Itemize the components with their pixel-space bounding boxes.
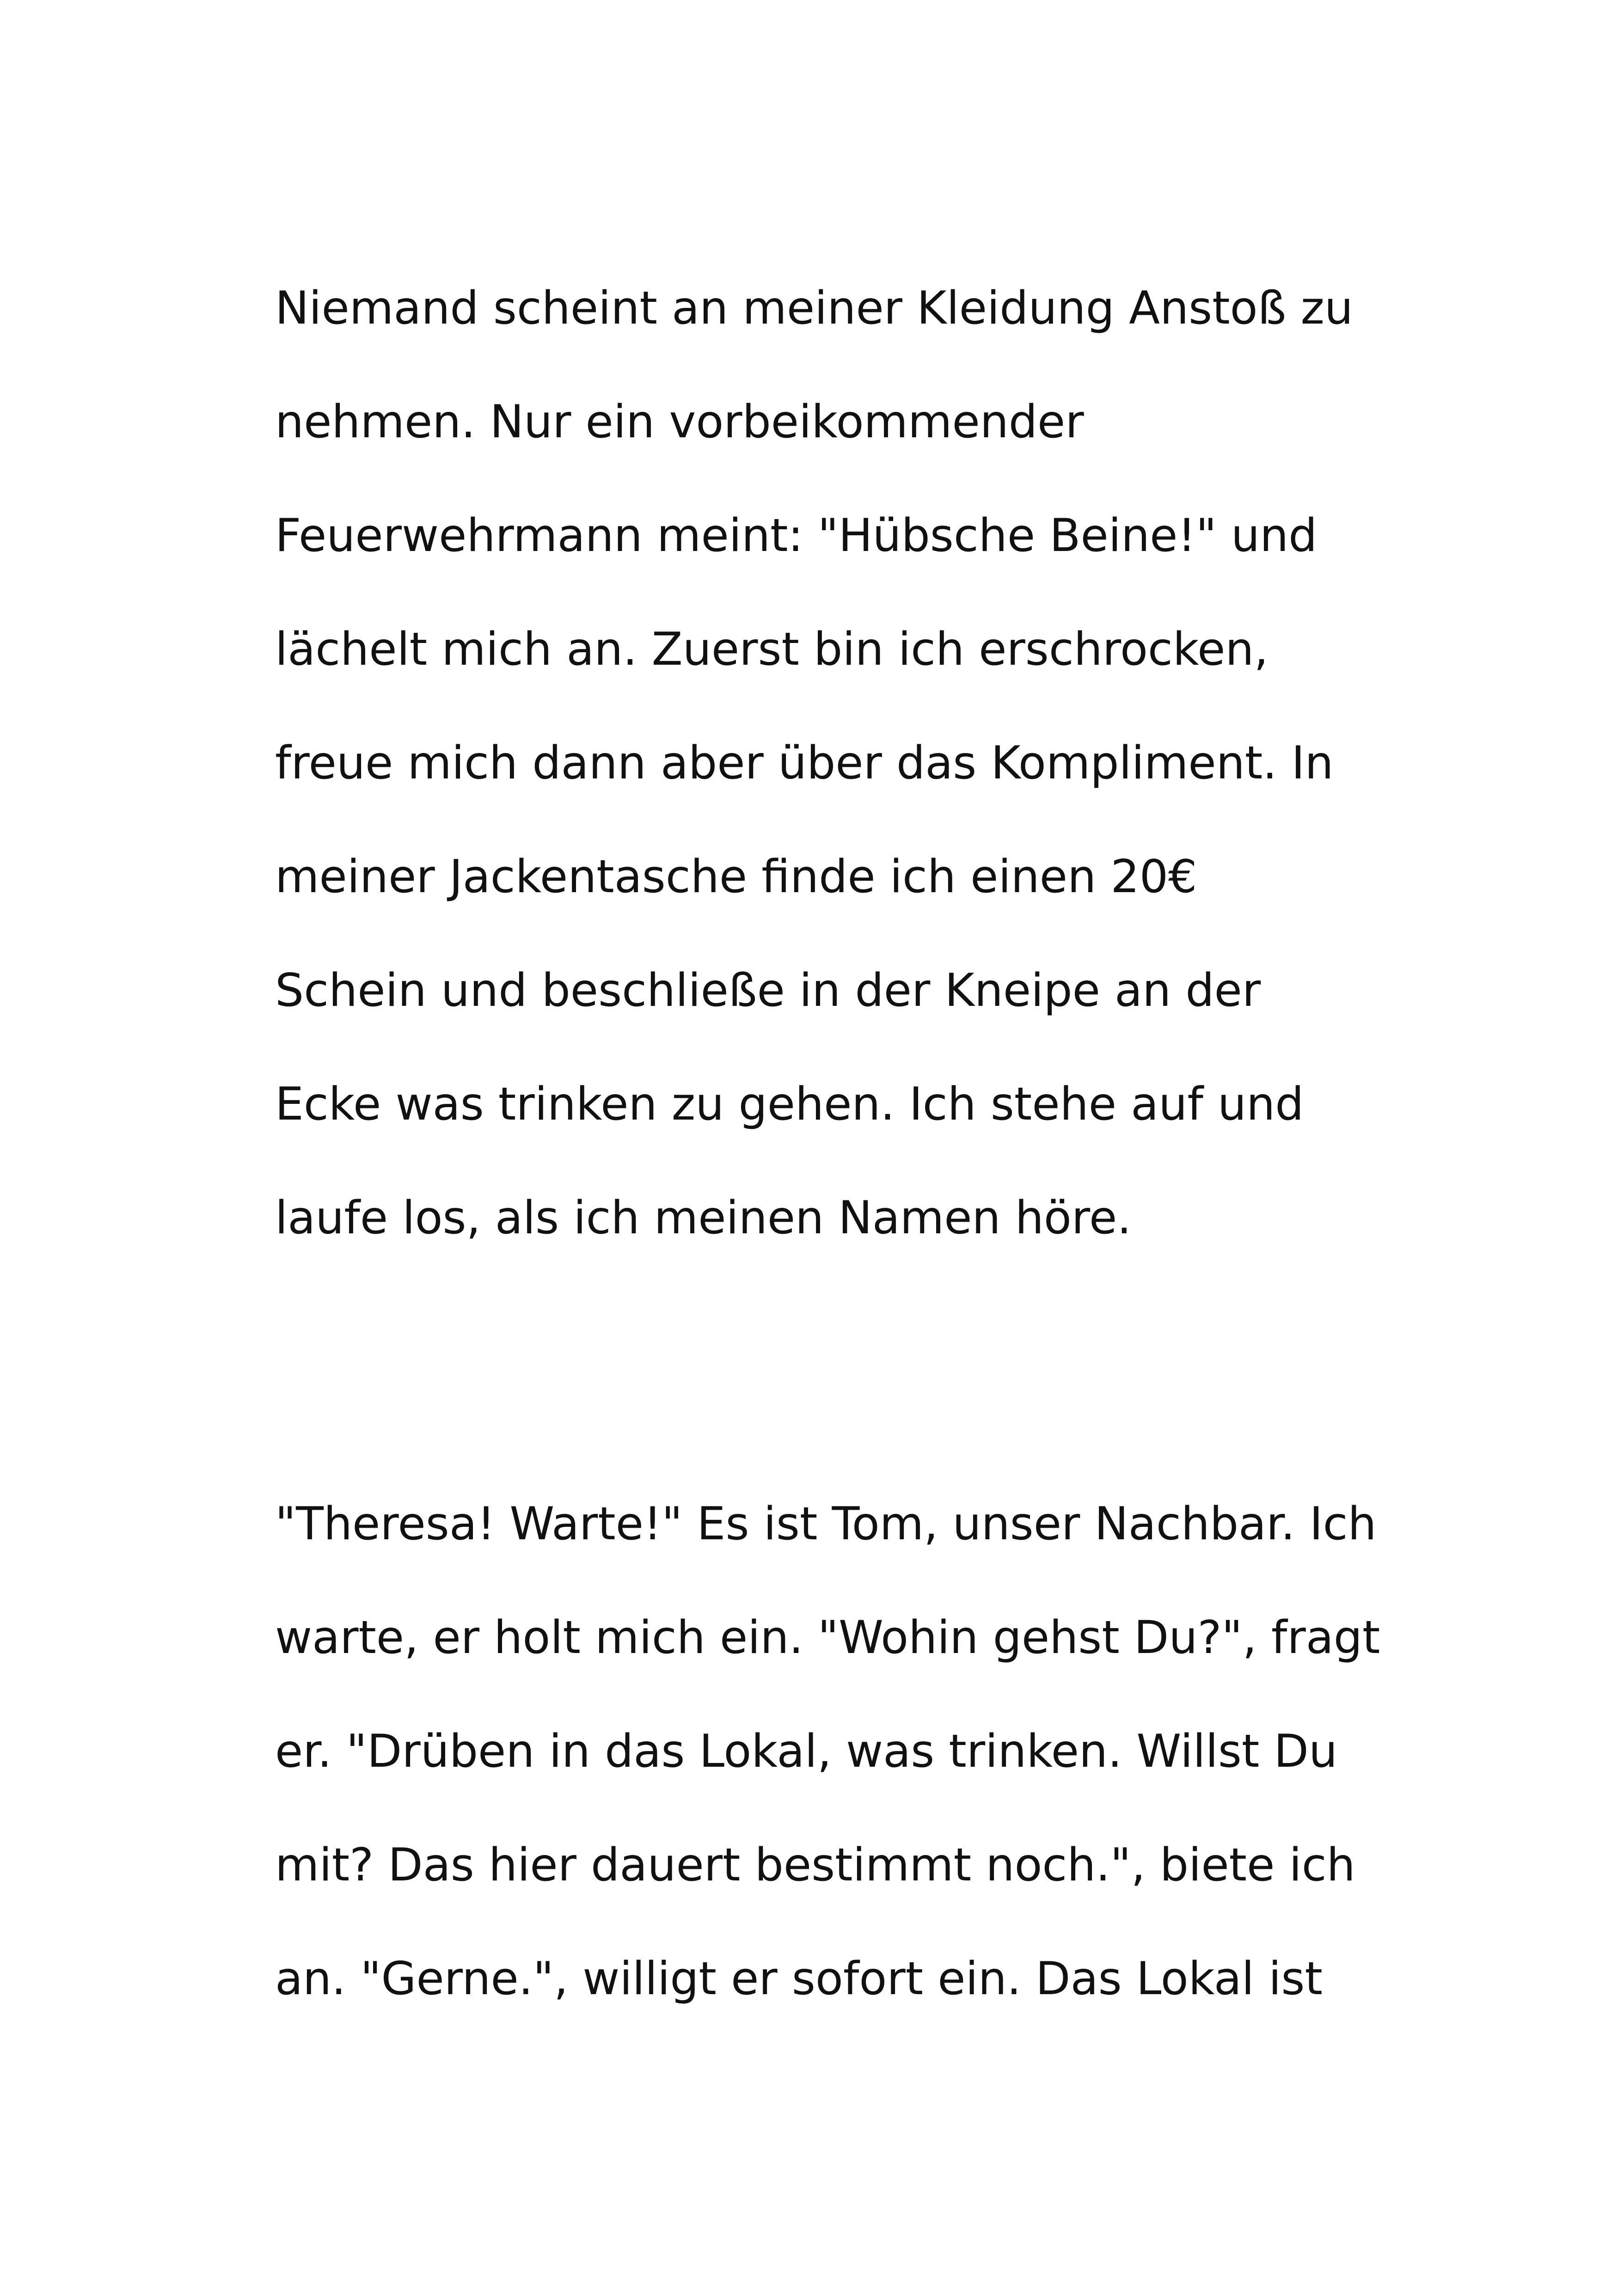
text-line: Feuerwehrmann meint: "Hübsche Beine!" und xyxy=(275,509,1318,562)
text-line: nehmen. Nur ein vorbeikommender xyxy=(275,396,1084,448)
text-line: Niemand scheint an meiner Kleidung Anstoß zu xyxy=(275,282,1354,335)
text-line: meiner Jackentasche finde ich einen 20€ xyxy=(275,851,1197,903)
text-line: warte, er holt mich ein. "Wohin gehst Du?", fragt xyxy=(275,1611,1380,1664)
text-line: an. "Gerne.", willigt er sofort ein. Das Lokal ist xyxy=(275,1953,1323,2005)
text-line: laufe los, als ich meinen Namen höre. xyxy=(275,1192,1132,1244)
text-line: Ecke was trinken zu gehen. Ich stehe auf und xyxy=(275,1078,1304,1131)
paragraph-2 xyxy=(275,1467,1477,2036)
text-line: er. "Drüben in das Lokal, was trinken. Willst Du xyxy=(275,1725,1338,1778)
text-line: lächelt mich an. Zuerst bin ich erschrocken, xyxy=(275,623,1269,676)
paragraph-1 xyxy=(275,251,1477,1275)
text-line: freue mich dann aber über das Kompliment. In xyxy=(275,737,1334,790)
text-line: Schein und beschließe in der Kneipe an der xyxy=(275,964,1261,1017)
text-line: mit? Das hier dauert bestimmt noch.", biete ich xyxy=(275,1839,1355,1892)
text-line: "Theresa! Warte!" Es ist Tom, unser Nachbar. Ich xyxy=(275,1498,1377,1550)
